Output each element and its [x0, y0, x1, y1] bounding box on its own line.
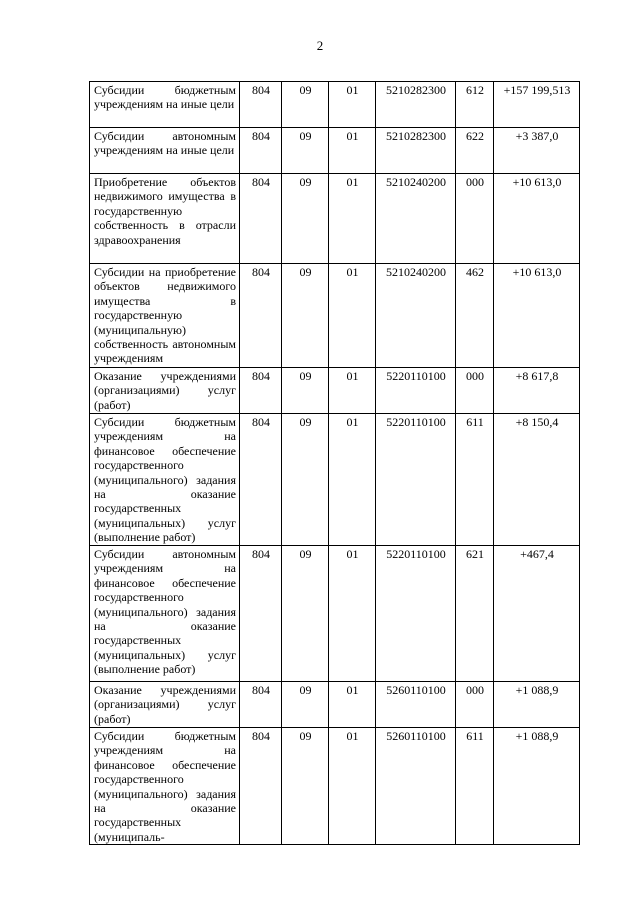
expense-kind-code: 000 — [456, 368, 494, 414]
section-code: 09 — [282, 368, 329, 414]
target-code: 5220110100 — [376, 414, 456, 546]
amount: +1 088,9 — [494, 682, 580, 728]
subsection-code: 01 — [329, 728, 376, 845]
row-name: Субсидии бюджетным учреждениям на финансовое обеспечение государственного (муниципального) задания на оказание государственных (муниципальных) услуг (выполнение работ) — [90, 414, 240, 546]
row-name: Оказание учреждениями (организациями) услуг (работ) — [90, 368, 240, 414]
subsection-code: 01 — [329, 128, 376, 174]
target-code: 5220110100 — [376, 368, 456, 414]
amount: +467,4 — [494, 546, 580, 682]
target-code: 5260110100 — [376, 682, 456, 728]
section-code: 09 — [282, 682, 329, 728]
target-code: 5210240200 — [376, 264, 456, 368]
row-name: Субсидии бюджетным учреждениям на финансовое обеспечение государственного (муниципального) задания на оказание государственных (муниципаль- — [90, 728, 240, 845]
section-code: 09 — [282, 728, 329, 845]
table-row — [90, 82, 580, 128]
row-name: Субсидии на приобретение объектов недвижимого имущества в государственную (муниципальную) собственность автономным учреждениям — [90, 264, 240, 368]
amount: +10 613,0 — [494, 174, 580, 264]
subsection-code: 01 — [329, 414, 376, 546]
ministry-code: 804 — [240, 682, 282, 728]
section-code: 09 — [282, 128, 329, 174]
expense-kind-code: 000 — [456, 174, 494, 264]
ministry-code: 804 — [240, 546, 282, 682]
row-name: Приобретение объектов недвижимого имущества в государственную собственность в отрасли здравоохранения — [90, 174, 240, 264]
subsection-code: 01 — [329, 174, 376, 264]
amount: +8 150,4 — [494, 414, 580, 546]
page-number: 2 — [316, 38, 324, 53]
expense-kind-code: 621 — [456, 546, 494, 682]
row-name: Оказание учреждениями (организациями) услуг (работ) — [90, 682, 240, 728]
amount: +10 613,0 — [494, 264, 580, 368]
table-row — [90, 264, 580, 368]
ministry-code: 804 — [240, 368, 282, 414]
expense-kind-code: 611 — [456, 414, 494, 546]
ministry-code: 804 — [240, 174, 282, 264]
expense-kind-code: 462 — [456, 264, 494, 368]
table-row — [90, 368, 580, 414]
target-code: 5210240200 — [376, 174, 456, 264]
row-name: Субсидии автономным учреждениям на иные цели — [90, 128, 240, 174]
amount: +3 387,0 — [494, 128, 580, 174]
section-code: 09 — [282, 174, 329, 264]
target-code: 5220110100 — [376, 546, 456, 682]
row-name: Субсидии автономным учреждениям на финансовое обеспечение государственного (муниципального) задания на оказание государственных (муниципальных) услуг (выполнение работ) — [90, 546, 240, 682]
table-row — [90, 682, 580, 728]
ministry-code: 804 — [240, 728, 282, 845]
ministry-code: 804 — [240, 414, 282, 546]
section-code: 09 — [282, 546, 329, 682]
section-code: 09 — [282, 82, 329, 128]
table-row — [90, 546, 580, 682]
table-row — [90, 414, 580, 546]
subsection-code: 01 — [329, 368, 376, 414]
ministry-code: 804 — [240, 264, 282, 368]
ministry-code: 804 — [240, 82, 282, 128]
subsection-code: 01 — [329, 264, 376, 368]
expense-kind-code: 611 — [456, 728, 494, 845]
table-row — [90, 728, 580, 845]
budget-table — [89, 81, 580, 845]
table-row — [90, 128, 580, 174]
subsection-code: 01 — [329, 546, 376, 682]
target-code: 5210282300 — [376, 82, 456, 128]
amount: +157 199,513 — [494, 82, 580, 128]
row-name: Субсидии бюджетным учреждениям на иные цели — [90, 82, 240, 128]
amount: +8 617,8 — [494, 368, 580, 414]
expense-kind-code: 622 — [456, 128, 494, 174]
section-code: 09 — [282, 264, 329, 368]
expense-kind-code: 000 — [456, 682, 494, 728]
subsection-code: 01 — [329, 682, 376, 728]
amount: +1 088,9 — [494, 728, 580, 845]
section-code: 09 — [282, 414, 329, 546]
table-row — [90, 174, 580, 264]
target-code: 5210282300 — [376, 128, 456, 174]
expense-kind-code: 612 — [456, 82, 494, 128]
subsection-code: 01 — [329, 82, 376, 128]
ministry-code: 804 — [240, 128, 282, 174]
target-code: 5260110100 — [376, 728, 456, 845]
